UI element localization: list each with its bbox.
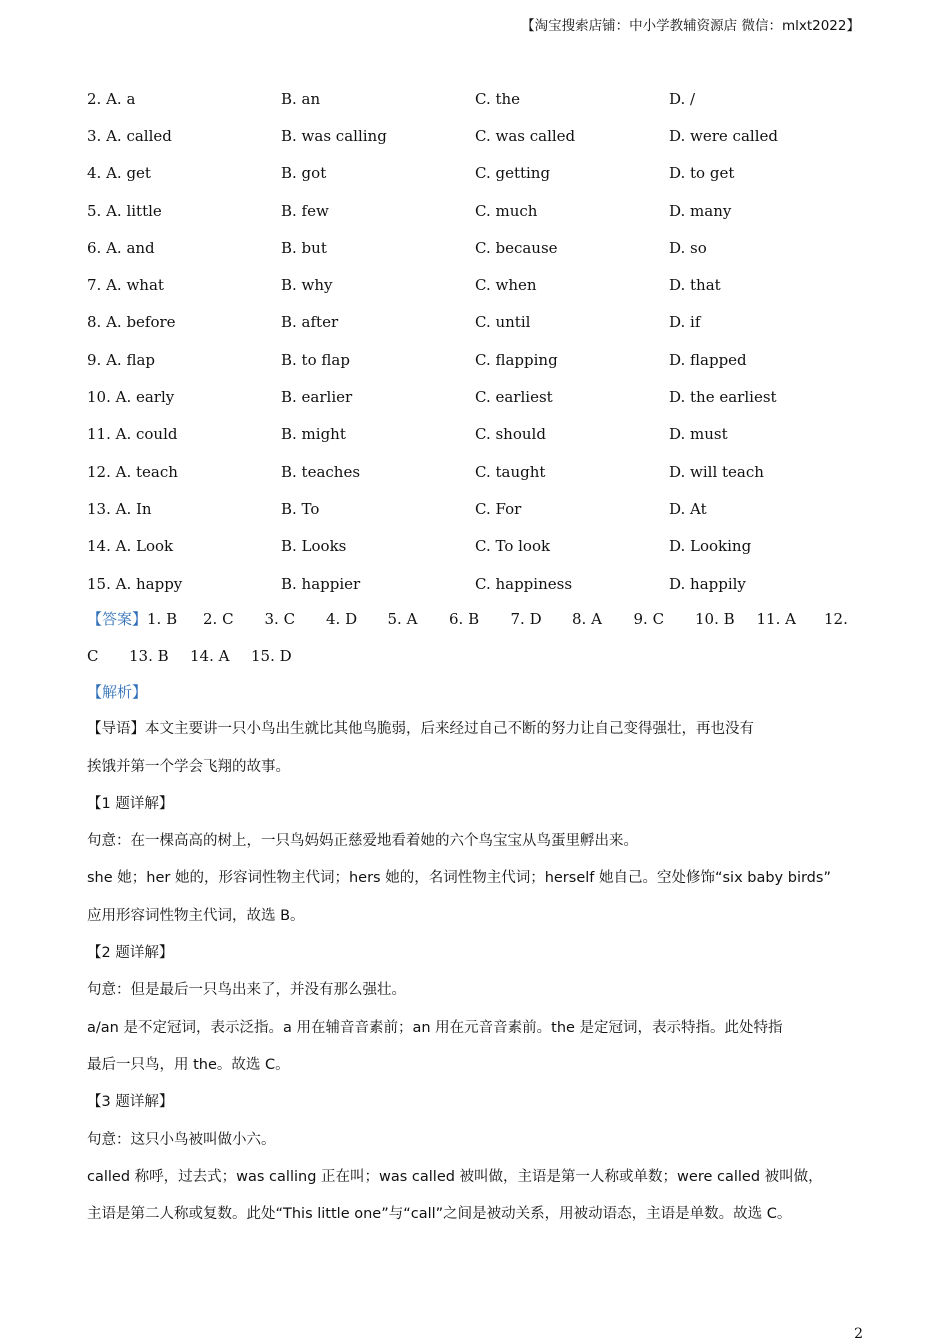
option-d: D. so [669, 238, 707, 257]
option-row [87, 304, 867, 341]
text-line: 主语是第二人称或复数。此处“This little one”与“call”之间是被动关系，用被动语态，主语是单数。故选 C。 [87, 1206, 792, 1223]
option-d: D. that [669, 276, 721, 295]
option-row [87, 266, 867, 303]
option-a: 6. A. and [87, 238, 155, 257]
option-b: B. few [281, 201, 329, 220]
option-d: D. many [669, 201, 732, 220]
answer-item: 9. C [633, 609, 665, 628]
option-c: C. earliest [475, 388, 553, 407]
option-c: C. taught [475, 462, 546, 481]
text-line: a/an 是不定冠词，表示泛指。a 用在辅音音素前；an 用在元音音素前。the 是定冠词，表示特指。此处特指 [87, 1019, 783, 1036]
text-line: she 她；her 她的，形容词性物主代词；hers 她的，名词性物主代词；herself 她自己。空处修饰“six baby birds” [87, 870, 831, 887]
answer-item: 6. B [449, 609, 480, 628]
answer-item: C [87, 646, 99, 665]
answer-line [87, 637, 867, 674]
option-c: C. much [475, 201, 538, 220]
option-c: C. was called [475, 126, 576, 145]
option-d: D. the earliest [669, 388, 777, 407]
option-d: D. happily [669, 574, 746, 593]
option-d: D. / [669, 89, 696, 108]
answer-block [87, 600, 867, 675]
option-c: C. should [475, 425, 546, 444]
option-b: B. got [281, 164, 327, 183]
option-a: 12. A. teach [87, 462, 178, 481]
answer-item: 3. C [264, 609, 296, 628]
option-a: 11. A. could [87, 425, 178, 444]
option-d: D. At [669, 499, 707, 518]
option-row [87, 378, 867, 415]
text-line: 句意：在一棵高高的树上，一只鸟妈妈正慈爱地看着她的六个鸟宝宝从鸟蛋里孵出来。 [87, 833, 638, 850]
option-b: B. To [281, 499, 320, 518]
section-heading: 【1 题详解】 [87, 795, 174, 812]
option-c: C. happiness [475, 574, 573, 593]
option-b: B. teaches [281, 462, 361, 481]
text-line: 应用形容词性物主代词，故选 B。 [87, 907, 305, 924]
page-number: 2 [854, 1326, 863, 1342]
answer-item: 1. B [147, 609, 178, 628]
option-d: D. flapped [669, 350, 747, 369]
answer-item: 11. A [756, 609, 796, 628]
option-a: 4. A. get [87, 164, 151, 183]
text-line: called 称呼，过去式；was calling 正在叫；was called 被叫做，主语是第一人称或单数；were called 被叫做， [87, 1168, 823, 1185]
option-row [87, 528, 867, 565]
option-b: B. why [281, 276, 333, 295]
option-row [87, 490, 867, 527]
option-b: B. Looks [281, 537, 347, 556]
option-c: C. To look [475, 537, 551, 556]
option-a: 9. A. flap [87, 350, 155, 369]
option-c: C. until [475, 313, 531, 332]
answer-item: 7. D [510, 609, 542, 628]
answer-line [87, 600, 867, 637]
option-b: B. was calling [281, 126, 387, 145]
option-row [87, 80, 867, 117]
option-b: B. earlier [281, 388, 353, 407]
options-list [87, 80, 867, 602]
text-line: 最后一只鸟，用 the。故选 C。 [87, 1056, 290, 1073]
option-a: 3. A. called [87, 126, 172, 145]
answer-item: 13. B [129, 646, 169, 665]
analysis-block [87, 674, 867, 1233]
option-b: B. might [281, 425, 346, 444]
page-header: 【淘宝搜索店铺：中小学教辅资源店 微信：mlxt2022】 [521, 18, 860, 34]
answer-item: 14. A [190, 646, 230, 665]
option-c: C. the [475, 89, 521, 108]
option-a: 13. A. In [87, 499, 152, 518]
option-c: C. flapping [475, 350, 558, 369]
text-line: 句意：这只小鸟被叫做小六。 [87, 1131, 276, 1148]
answer-item: 10. B [695, 609, 735, 628]
option-c: C. because [475, 238, 558, 257]
analysis-tag: 【解析】 [87, 683, 148, 701]
option-a: 5. A. little [87, 201, 162, 220]
option-d: D. Looking [669, 537, 752, 556]
answer-item: 15. D [251, 646, 292, 665]
option-d: D. to get [669, 164, 735, 183]
option-row [87, 453, 867, 490]
text-line: 句意：但是最后一只鸟出来了，并没有那么强壮。 [87, 982, 406, 999]
option-a: 10. A. early [87, 388, 175, 407]
option-d: D. must [669, 425, 728, 444]
option-a: 14. A. Look [87, 537, 174, 556]
option-a: 15. A. happy [87, 574, 183, 593]
option-row [87, 117, 867, 154]
option-d: D. will teach [669, 462, 764, 481]
option-c: C. when [475, 276, 537, 295]
option-b: B. happier [281, 574, 361, 593]
option-b: B. to flap [281, 350, 350, 369]
option-b: B. an [281, 89, 321, 108]
option-a: 7. A. what [87, 276, 164, 295]
answer-item: 5. A [387, 609, 418, 628]
option-b: B. but [281, 238, 327, 257]
option-d: D. if [669, 313, 701, 332]
option-row [87, 155, 867, 192]
answer-item: 12. [824, 609, 848, 628]
text-line: 挨饿并第一个学会飞翔的故事。 [87, 758, 290, 775]
answer-item: 8. A [572, 609, 602, 628]
option-row [87, 229, 867, 266]
option-row [87, 192, 867, 229]
option-c: C. For [475, 499, 522, 518]
answer-tag: 【答案】 [87, 610, 148, 629]
text-line: 【导语】本文主要讲一只小鸟出生就比其他鸟脆弱，后来经过自己不断的努力让自己变得强壮，再也没有 [87, 721, 754, 738]
option-a: 2. A. a [87, 89, 136, 108]
option-row [87, 416, 867, 453]
answer-item: 4. D [326, 609, 358, 628]
option-a: 8. A. before [87, 313, 176, 332]
option-b: B. after [281, 313, 339, 332]
answer-item: 2. C [203, 609, 234, 628]
option-row [87, 341, 867, 378]
option-d: D. were called [669, 126, 778, 145]
section-heading: 【2 题详解】 [87, 945, 174, 962]
section-heading: 【3 题详解】 [87, 1094, 174, 1111]
option-row [87, 565, 867, 602]
option-c: C. getting [475, 164, 551, 183]
